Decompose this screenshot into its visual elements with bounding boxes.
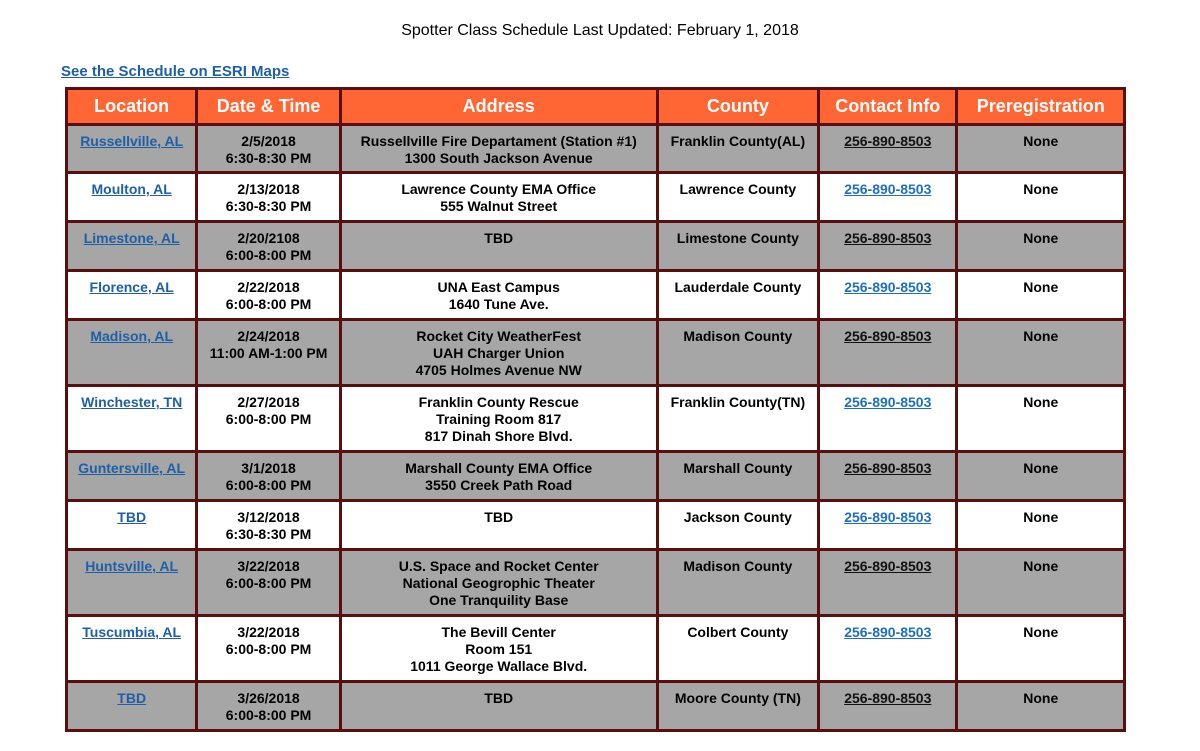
class-time: 6:00-8:00 PM: [225, 575, 312, 591]
preregistration-cell: None: [958, 321, 1123, 384]
address-cell: [342, 551, 656, 614]
address-cell: [342, 617, 656, 680]
address-line: 3550 Creek Path Road: [425, 477, 573, 493]
preregistration-cell: None: [958, 683, 1123, 729]
phone-link[interactable]: 256-890-8503: [844, 133, 932, 149]
page-title: Spotter Class Schedule Last Updated: February 1, 2018: [401, 22, 799, 39]
address-cell: [342, 683, 656, 729]
address-line: TBD: [484, 690, 514, 706]
address-line: The Bevill Center: [441, 624, 556, 640]
date-time-cell: [198, 321, 338, 384]
class-time: 6:30-8:30 PM: [225, 198, 312, 214]
table-row: [68, 453, 1123, 499]
table-row: [68, 321, 1123, 384]
esri-maps-link[interactable]: See the Schedule on ESRI Maps: [61, 63, 290, 80]
contact-cell: [820, 223, 955, 269]
class-date: 2/5/2018: [241, 133, 296, 149]
location-link[interactable]: Russellville, AL: [80, 133, 184, 149]
date-time-cell: [198, 126, 338, 171]
date-time-cell: [198, 272, 338, 318]
contact-cell: [820, 683, 955, 729]
table-row: [68, 272, 1123, 318]
preregistration-cell: None: [958, 551, 1123, 614]
preregistration-cell: None: [958, 126, 1123, 171]
date-time-cell: [198, 453, 338, 499]
address-line: Russellville Fire Departament (Station #1): [360, 133, 637, 149]
address-line: One Tranquility Base: [429, 592, 569, 608]
location-cell: [68, 502, 195, 548]
header-address: Address: [342, 90, 656, 123]
preregistration-cell: None: [958, 502, 1123, 548]
class-date: 3/22/2018: [237, 558, 300, 574]
phone-link[interactable]: 256-890-8503: [844, 460, 932, 476]
address-line: 1300 South Jackson Avenue: [404, 150, 593, 166]
class-time: 6:30-8:30 PM: [225, 526, 312, 542]
location-cell: [68, 223, 195, 269]
preregistration-cell: None: [958, 272, 1123, 318]
county-cell: Madison County: [659, 551, 817, 614]
location-link[interactable]: Guntersville, AL: [78, 460, 186, 476]
address-line: 4705 Holmes Avenue NW: [415, 362, 582, 378]
header-date-time: Date & Time: [198, 90, 338, 123]
county-cell: Lawrence County: [659, 174, 817, 220]
county-cell: Moore County (TN): [659, 683, 817, 729]
class-date: 2/24/2018: [237, 328, 300, 344]
address-line: 1011 George Wallace Blvd.: [410, 658, 588, 674]
date-time-cell: [198, 617, 338, 680]
class-time: 6:00-8:00 PM: [225, 411, 312, 427]
preregistration-cell: None: [958, 223, 1123, 269]
table-row: [68, 502, 1123, 548]
location-cell: [68, 321, 195, 384]
address-line: Training Room 817: [436, 411, 562, 427]
location-link[interactable]: Florence, AL: [89, 279, 174, 295]
preregistration-cell: None: [958, 387, 1123, 450]
date-time-cell: [198, 223, 338, 269]
table-row: [68, 551, 1123, 614]
class-time: 6:00-8:00 PM: [225, 247, 312, 263]
contact-cell: [820, 321, 955, 384]
phone-link[interactable]: 256-890-8503: [844, 509, 932, 525]
header-county: County: [659, 90, 817, 123]
schedule-table: [65, 87, 1126, 732]
date-time-cell: [198, 174, 338, 220]
class-date: 3/1/2018: [241, 460, 296, 476]
class-time: 6:00-8:00 PM: [225, 641, 312, 657]
address-cell: [342, 453, 656, 499]
phone-link[interactable]: 256-890-8503: [844, 279, 932, 295]
contact-cell: [820, 272, 955, 318]
date-time-cell: [198, 502, 338, 548]
location-cell: [68, 174, 195, 220]
location-cell: [68, 453, 195, 499]
location-link[interactable]: TBD: [117, 690, 147, 706]
address-cell: [342, 174, 656, 220]
location-cell: [68, 551, 195, 614]
address-line: National Geogrophic Theater: [402, 575, 595, 591]
location-cell: [68, 272, 195, 318]
address-line: Rocket City WeatherFest: [416, 328, 582, 344]
class-time: 6:30-8:30 PM: [225, 150, 312, 166]
phone-link[interactable]: 256-890-8503: [844, 624, 932, 640]
class-date: 3/26/2018: [237, 690, 300, 706]
address-line: U.S. Space and Rocket Center: [398, 558, 599, 574]
location-link[interactable]: Limestone, AL: [83, 230, 180, 246]
address-cell: [342, 223, 656, 269]
address-cell: [342, 272, 656, 318]
address-line: UAH Charger Union: [432, 345, 565, 361]
county-cell: Colbert County: [659, 617, 817, 680]
location-link[interactable]: TBD: [117, 509, 147, 525]
class-date: 2/20/2108: [237, 230, 300, 246]
class-date: 2/13/2018: [237, 181, 300, 197]
class-date: 2/22/2018: [237, 279, 300, 295]
header-preregistration: Preregistration: [958, 90, 1123, 123]
location-cell: [68, 387, 195, 450]
county-cell: Lauderdale County: [659, 272, 817, 318]
table-row: [68, 683, 1123, 729]
county-cell: Jackson County: [659, 502, 817, 548]
location-cell: [68, 617, 195, 680]
address-line: Franklin County Rescue: [418, 394, 579, 410]
contact-cell: [820, 126, 955, 171]
table-row: [68, 174, 1123, 220]
county-cell: Madison County: [659, 321, 817, 384]
address-line: TBD: [484, 230, 514, 246]
header-row: [68, 90, 1123, 123]
contact-cell: [820, 453, 955, 499]
class-time: 6:00-8:00 PM: [225, 477, 312, 493]
phone-link[interactable]: 256-890-8503: [844, 394, 932, 410]
location-link[interactable]: Moulton, AL: [91, 181, 172, 197]
county-cell: Marshall County: [659, 453, 817, 499]
phone-link[interactable]: 256-890-8503: [844, 230, 932, 246]
county-cell: Limestone County: [659, 223, 817, 269]
class-date: 3/22/2018: [237, 624, 300, 640]
header-location: Location: [68, 90, 195, 123]
address-line: 1640 Tune Ave.: [448, 296, 549, 312]
address-line: 817 Dinah Shore Blvd.: [424, 428, 573, 444]
phone-link[interactable]: 256-890-8503: [844, 558, 932, 574]
phone-link[interactable]: 256-890-8503: [844, 690, 932, 706]
location-link[interactable]: Winchester, TN: [81, 394, 183, 410]
address-line: TBD: [484, 509, 514, 525]
contact-cell: [820, 387, 955, 450]
address-line: Room 151: [465, 641, 533, 657]
class-date: 3/12/2018: [237, 509, 300, 525]
table-row: [68, 223, 1123, 269]
class-time: 6:00-8:00 PM: [225, 296, 312, 312]
table-row: [68, 126, 1123, 171]
address-line: 555 Walnut Street: [440, 198, 558, 214]
class-time: 6:00-8:00 PM: [225, 707, 312, 723]
table-row: [68, 617, 1123, 680]
address-cell: [342, 387, 656, 450]
contact-cell: [820, 174, 955, 220]
location-link[interactable]: Madison, AL: [90, 328, 174, 344]
address-cell: [342, 502, 656, 548]
location-link[interactable]: Tuscumbia, AL: [82, 624, 182, 640]
preregistration-cell: None: [958, 174, 1123, 220]
preregistration-cell: None: [958, 617, 1123, 680]
phone-link[interactable]: 256-890-8503: [844, 328, 932, 344]
header-contact-info: Contact Info: [820, 90, 955, 123]
address-cell: [342, 321, 656, 384]
county-cell: Franklin County(TN): [659, 387, 817, 450]
contact-cell: [820, 617, 955, 680]
date-time-cell: [198, 683, 338, 729]
address-line: UNA East Campus: [437, 279, 560, 295]
location-link[interactable]: Huntsville, AL: [85, 558, 179, 574]
class-time: 11:00 AM-1:00 PM: [209, 345, 328, 361]
address-cell: [342, 126, 656, 171]
location-cell: [68, 683, 195, 729]
address-line: Lawrence County EMA Office: [401, 181, 597, 197]
phone-link[interactable]: 256-890-8503: [844, 181, 932, 197]
table-row: [68, 387, 1123, 450]
county-cell: Franklin County(AL): [659, 126, 817, 171]
date-time-cell: [198, 551, 338, 614]
contact-cell: [820, 502, 955, 548]
class-date: 2/27/2018: [237, 394, 300, 410]
contact-cell: [820, 551, 955, 614]
preregistration-cell: None: [958, 453, 1123, 499]
address-line: Marshall County EMA Office: [405, 460, 593, 476]
location-cell: [68, 126, 195, 171]
date-time-cell: [198, 387, 338, 450]
